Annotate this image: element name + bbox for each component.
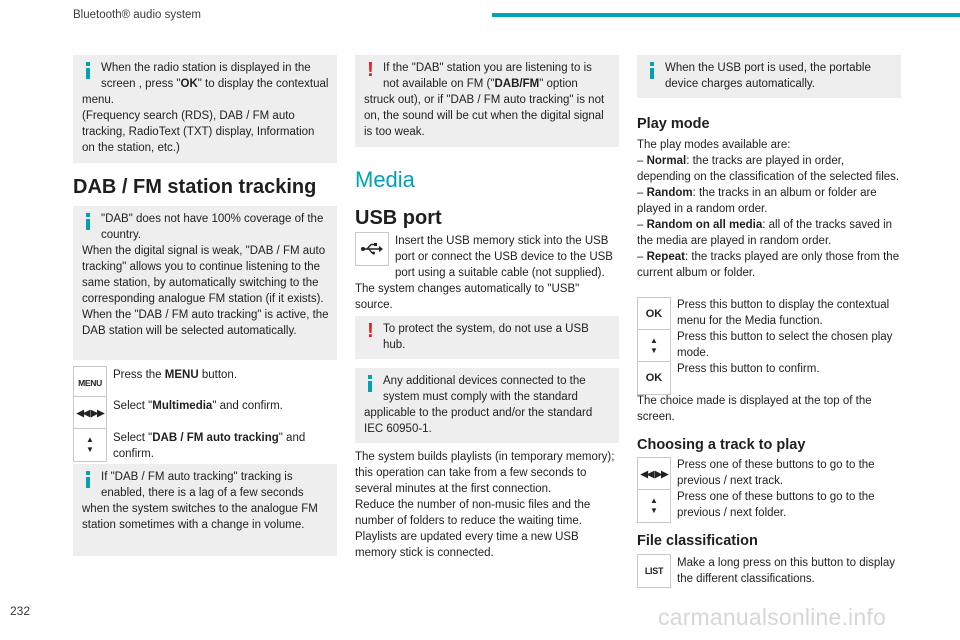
heading-media: Media bbox=[355, 167, 415, 192]
warning-box-dab-cut: ! If the "DAB" station you are listening to is not available on FM ("DAB/FM" option struck out), or if "DAB / FM auto tracking" is not on, the sound will be cut when the digital signal is too weak. bbox=[355, 55, 619, 147]
play-mode-repeat: – Repeat: the tracks played are only those from the current album or folder. bbox=[637, 251, 900, 279]
prev-next-arrows-icon: ◀◀ ▶▶ bbox=[73, 396, 107, 430]
play-mode-normal: – Normal: the tracks are played in order, depending on the classification of the selected files. bbox=[637, 155, 900, 183]
watermark: carmanualsonline.info bbox=[658, 604, 886, 630]
warning-icon: ! bbox=[367, 320, 374, 342]
heading-dab-fm-tracking: DAB / FM station tracking bbox=[73, 176, 317, 198]
info-icon bbox=[84, 62, 93, 78]
usb-symbol-icon bbox=[361, 243, 383, 255]
info-box-usb-charge: When the USB port is used, the portable device charges automatically. bbox=[637, 55, 901, 98]
up-down-arrows-icon: ▲ ▼ bbox=[73, 428, 107, 462]
warning-icon: ! bbox=[367, 59, 374, 81]
up-down-arrows-icon: ▲ ▼ bbox=[637, 329, 671, 363]
page-header-title: Bluetooth® audio system bbox=[73, 9, 202, 21]
choice-displayed-text: The choice made is displayed at the top of the screen. bbox=[637, 395, 872, 423]
info-icon bbox=[84, 213, 93, 229]
info-box-device-standard: Any additional devices connected to the system must comply with the standard applicable to the product and/or the standard IEC 60950-1. bbox=[355, 368, 619, 443]
usb-icon bbox=[355, 232, 389, 266]
heading-choosing-track: Choosing a track to play bbox=[637, 437, 806, 453]
warning-box-usb-hub: ! To protect the system, do not use a USB hub. bbox=[355, 316, 619, 359]
info-icon bbox=[366, 375, 375, 391]
menu-button-icon: MENU bbox=[73, 366, 107, 400]
info-box-tracking-lag bbox=[73, 464, 337, 556]
step-press-menu: Press the MENU button. bbox=[113, 369, 238, 381]
usb-insert-text-a: Insert the USB memory stick into the USB port or connect the USB device to the USB port using a suitable cable (not supplied). bbox=[395, 235, 613, 279]
info-box-dab-coverage bbox=[73, 206, 337, 360]
up-down-arrows-icon: ▲ ▼ bbox=[637, 489, 671, 523]
playlist-text: The system builds playlists (in temporary memory); this operation can take from a few seconds to several minutes at the first connection. Reduce the number of non-music files and the number of folders to reduce the waiting time. Playlists are updated every time a new USB memory stick is connected. bbox=[355, 451, 615, 559]
usb-source-text: The system changes automatically to "USB" source. bbox=[355, 283, 580, 311]
info-text-1a: When the radio station is displayed in the screen , press " bbox=[101, 62, 311, 90]
heading-play-mode: Play mode bbox=[637, 116, 710, 132]
list-classification-text: Make a long press on this button to display the different classifications. bbox=[677, 557, 895, 585]
play-mode-random-all: – Random on all media: all of the tracks saved in the media are played in random order. bbox=[637, 219, 893, 247]
info-box-contextual-menu bbox=[73, 55, 337, 163]
info-text-2: (Frequency search (RDS), DAB / FM auto tracking, RadioText (TXT) display, Information on the station, etc.) bbox=[82, 110, 315, 154]
info-text-1b: " to display the contextual menu. bbox=[82, 78, 329, 106]
info-text-ok: OK bbox=[180, 78, 198, 90]
dab-auto-select-text: When the "DAB / FM auto tracking" is active, the DAB station will be selected automatically. bbox=[82, 309, 329, 337]
info-icon bbox=[648, 62, 657, 78]
ok-contextual-text: Press this button to display the contextual menu for the Media function. bbox=[677, 299, 890, 327]
page-number: 232 bbox=[10, 604, 31, 618]
prev-next-arrows-icon: ◀◀ ▶▶ bbox=[637, 457, 671, 491]
ok-button-icon: OK bbox=[637, 297, 671, 331]
dab-coverage-text: "DAB" does not have 100% coverage of the country. bbox=[101, 213, 324, 241]
heading-usb-port: USB port bbox=[355, 207, 442, 229]
play-mode-random: – Random: the tracks in an album or folder are played in a random order. bbox=[637, 187, 877, 215]
ok-confirm-icon: OK bbox=[637, 361, 671, 395]
step-select-multimedia: Select "Multimedia" and confirm. bbox=[113, 400, 283, 412]
prev-next-track-text: Press one of these buttons to go to the previous / next track. bbox=[677, 459, 875, 487]
confirm-text: Press this button to confirm. bbox=[677, 363, 820, 375]
select-play-mode-text: Press this button to select the chosen play mode. bbox=[677, 331, 893, 359]
tracking-lag-text: If "DAB / FM auto tracking" tracking is enabled, there is a lag of a few seconds when the system switches to the analogue FM station sometimes with a change in volume. bbox=[82, 471, 318, 531]
step-select-dab-tracking: Select "DAB / FM auto tracking" and confirm. bbox=[113, 432, 306, 460]
prev-next-folder-text: Press one of these buttons to go to the previous / next folder. bbox=[677, 491, 875, 519]
dab-weak-signal-text: When the digital signal is weak, "DAB / FM auto tracking" allows you to continue listening to the same station, by automatically switching to the corresponding analogue FM station (if it exists). bbox=[82, 245, 326, 305]
play-mode-list: The play modes available are: – Normal: the tracks are played in order, depending on the classification of the selected files. – Random: the tracks in an album or folder are played in a random order. – Random on all media: all of the tracks saved in the media are played in random order. – Repeat: the tracks played are only those from the current album or folder. bbox=[637, 139, 900, 279]
header-accent-bar bbox=[492, 13, 960, 17]
info-icon bbox=[84, 471, 93, 487]
list-button-icon: LIST bbox=[637, 554, 671, 588]
heading-file-classification: File classification bbox=[637, 533, 758, 549]
